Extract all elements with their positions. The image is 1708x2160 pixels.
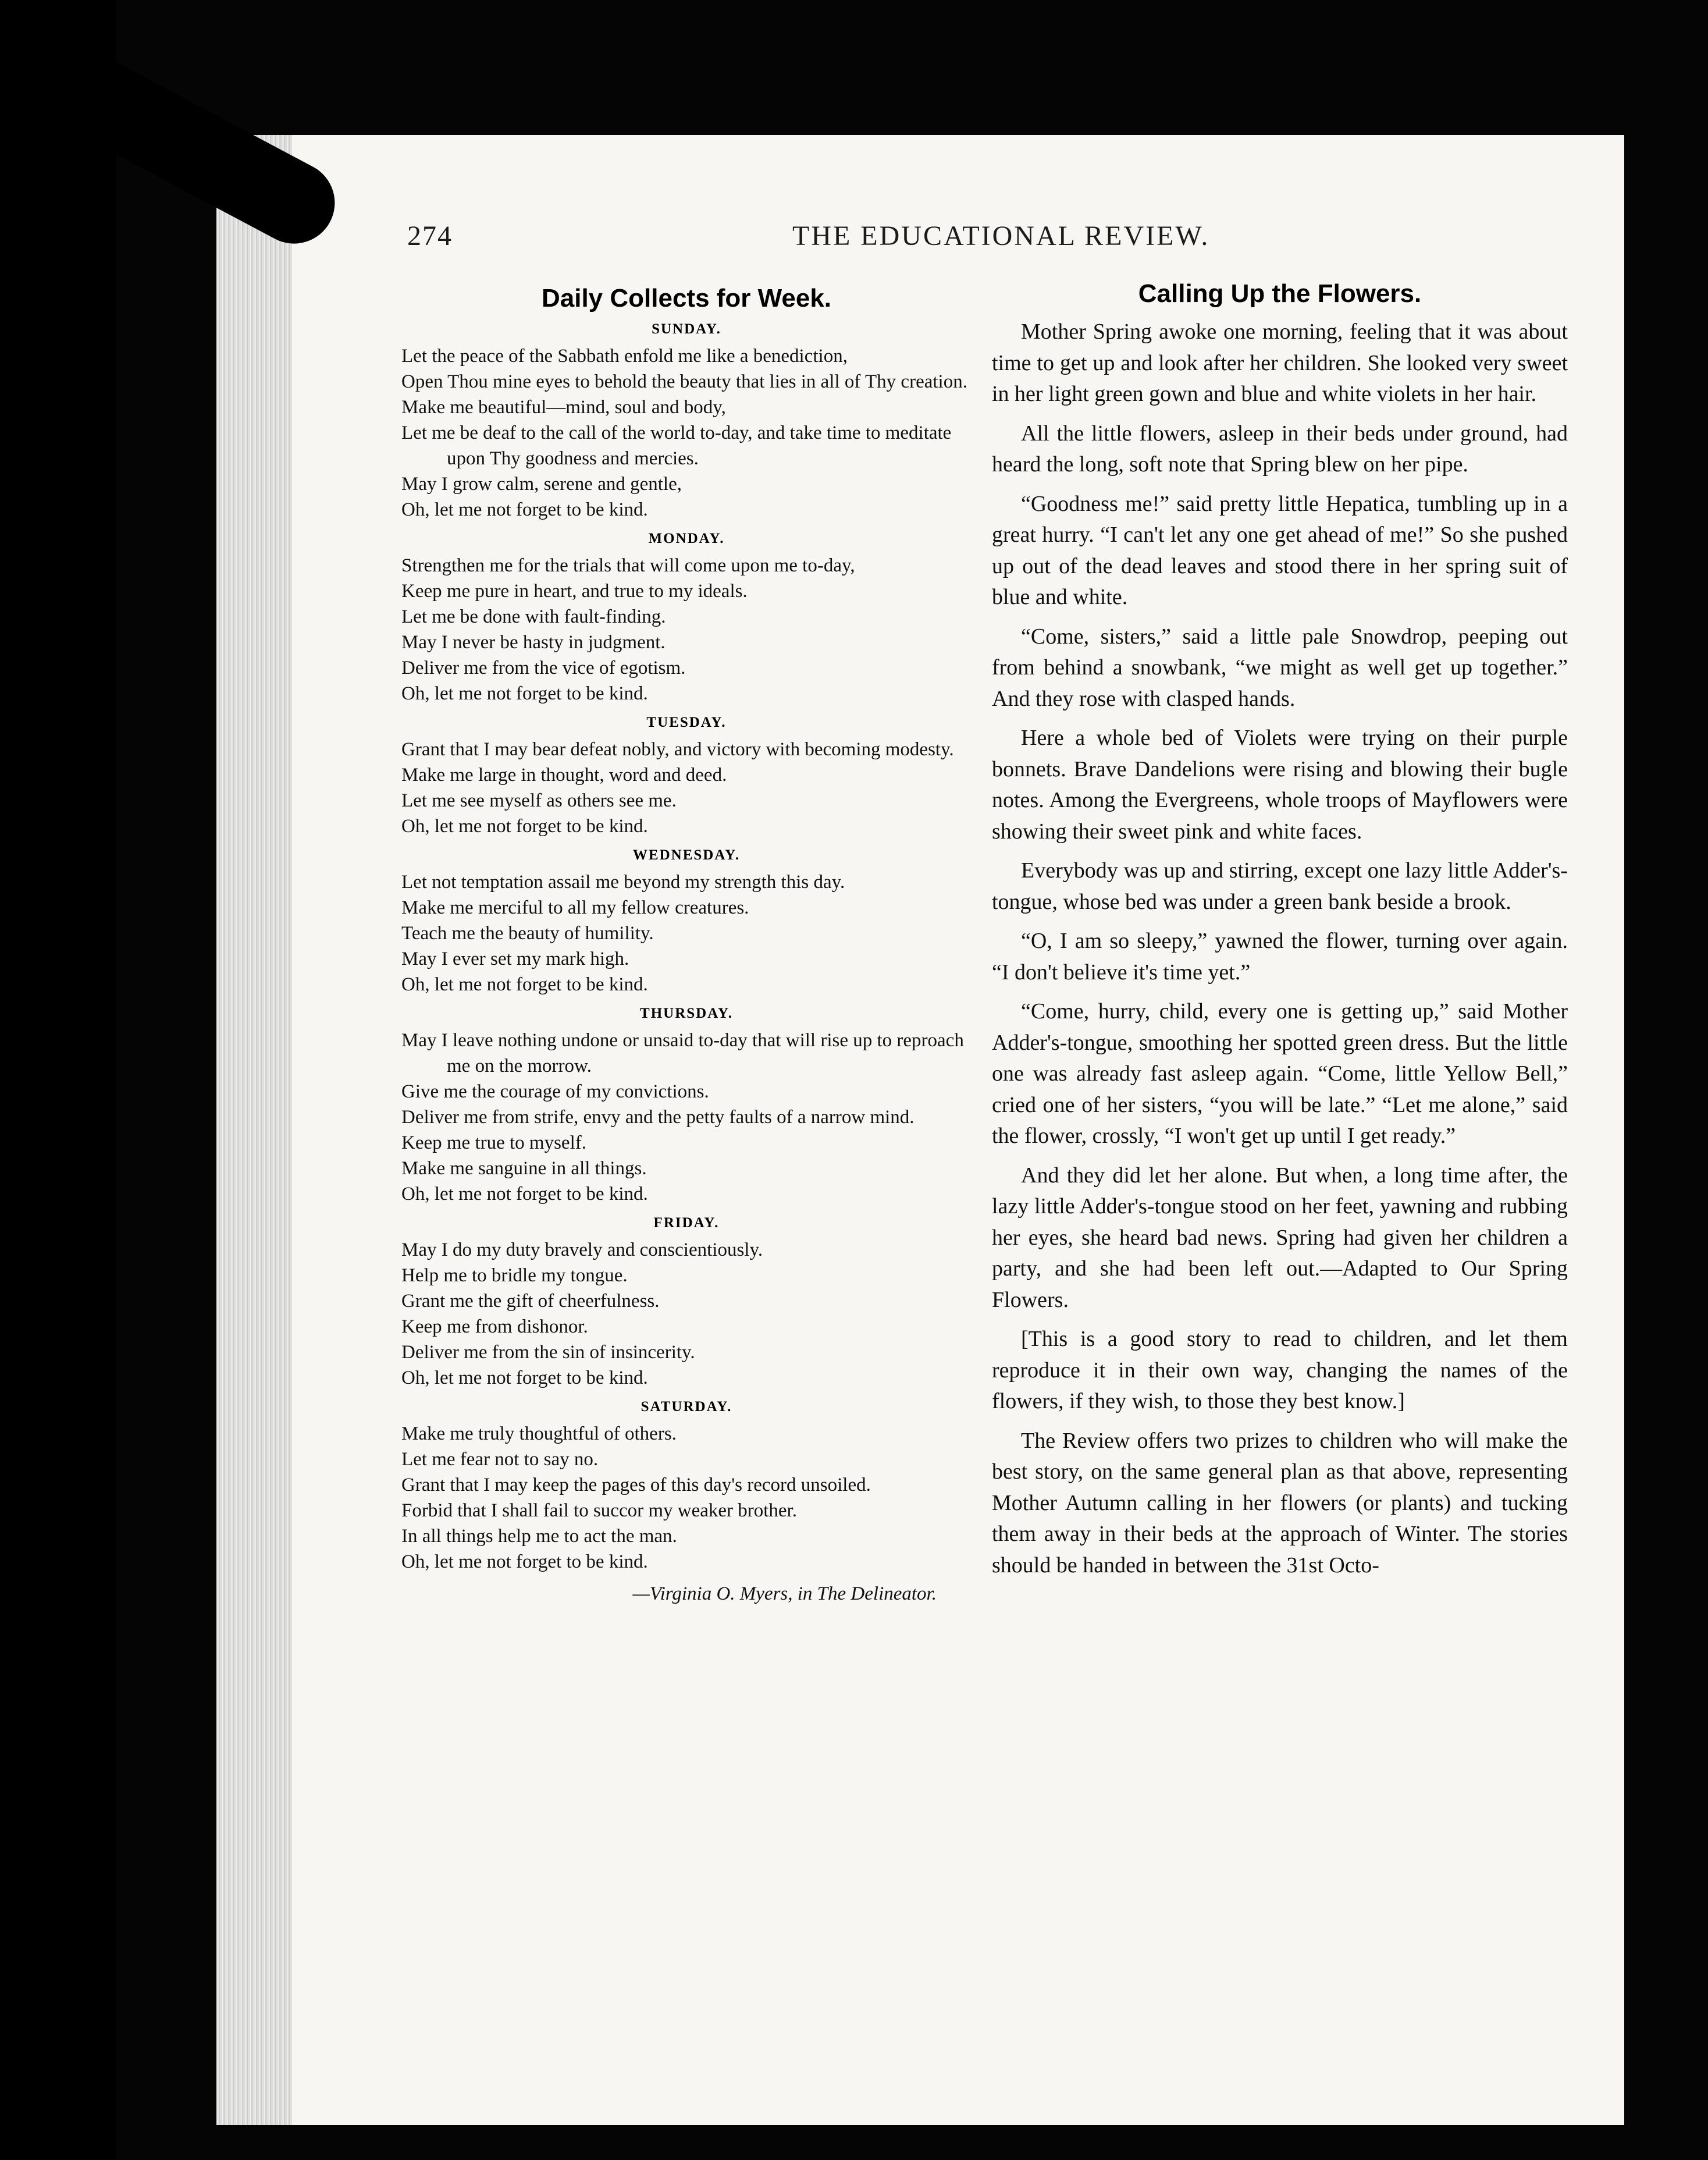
- collect-line: May I do my duty bravely and conscientiously.: [401, 1239, 763, 1260]
- collect-line: In all things help me to act the man.: [401, 1526, 677, 1547]
- day-section: [401, 531, 972, 706]
- collect-line: May I never be hasty in judgment.: [401, 632, 666, 653]
- collect-line: Grant that I may bear defeat nobly, and victory with becoming modesty.: [401, 739, 954, 760]
- collect-line: Let not temptation assail me beyond my strength this day.: [401, 872, 845, 893]
- collect-line: Grant me the gift of cheerfulness.: [401, 1291, 660, 1312]
- day-heading: THURSDAY.: [640, 1006, 733, 1021]
- collect-line: Make me sanguine in all things.: [401, 1158, 647, 1179]
- day-heading: SATURDAY.: [640, 1399, 732, 1415]
- journal-title: THE EDUCATIONAL REVIEW.: [792, 221, 1210, 251]
- collect-line: Make me merciful to all my fellow creatures.: [401, 897, 749, 918]
- day-section: [401, 1215, 972, 1391]
- collect-line: Let me fear not to say no.: [401, 1449, 599, 1470]
- collect-line: Keep me true to myself.: [401, 1132, 586, 1153]
- collect-line: May I ever set my mark high.: [401, 948, 629, 969]
- day-heading: FRIDAY.: [653, 1215, 720, 1231]
- collect-line: Deliver me from the vice of egotism.: [401, 658, 686, 678]
- story-paragraph: Everybody was up and stirring, except one lazy little Adder's-tongue, whose bed was under a green bank beside a brook.: [992, 858, 1568, 914]
- page-number: 274: [407, 221, 453, 251]
- scan-border: [0, 0, 116, 2160]
- day-section: [401, 1399, 972, 1575]
- collect-line: Forbid that I shall fail to succor my weaker brother.: [401, 1500, 797, 1521]
- story-paragraph: The Review offers two prizes to children who will make the best story, on the same general plan as that above, representing Mother Autumn calling in her flowers (or plants) and tucking them away in their beds at the approach of Winter. The stories should be handed in between the 31st Octo-: [992, 1428, 1568, 1578]
- collect-line: Make me truly thoughtful of others.: [401, 1423, 677, 1444]
- story-title: Calling Up the Flowers.: [1138, 279, 1422, 308]
- story-paragraph: “Come, sisters,” said a little pale Snowdrop, peeping out from behind a snowbank, “we might as well get up together.” And they rose with clasped hands.: [992, 624, 1568, 711]
- collect-line: Deliver me from strife, envy and the petty faults of a narrow mind.: [401, 1107, 915, 1128]
- collects-days: [401, 321, 972, 1575]
- left-column: [401, 284, 972, 1607]
- collect-line: Let me be deaf to the call of the world to-day, and take time to meditate upon Thy goodness and mercies.: [401, 422, 952, 469]
- collect-line: Oh, let me not forget to be kind.: [401, 683, 648, 704]
- collect-line: Teach me the beauty of humility.: [401, 923, 654, 944]
- right-column: [992, 279, 1568, 1589]
- collect-line: Grant that I may keep the pages of this day's record unsoiled.: [401, 1475, 871, 1495]
- collect-line: Oh, let me not forget to be kind.: [401, 1184, 648, 1205]
- collects-title: Daily Collects for Week.: [541, 284, 832, 312]
- collect-line: Oh, let me not forget to be kind.: [401, 1367, 648, 1388]
- story-paragraph: Mother Spring awoke one morning, feeling that it was about time to get up and look after her children. She looked very sweet in her light green gown and blue and white violets in her hair.: [992, 319, 1568, 406]
- day-heading: WEDNESDAY.: [632, 847, 741, 863]
- day-section: [401, 715, 972, 839]
- story-paragraph: [This is a good story to read to children, and let them reproduce it in their own way, changing the names of the flowers, if they wish, to those they best know.]: [992, 1327, 1568, 1413]
- page-edge: [216, 135, 292, 2125]
- story-paragraph: And they did let her alone. But when, a long time after, the lazy little Adder's-tongue stood on her feet, yawning and rubbing her eyes, she heard bad news. Spring had given her children a party, and she had been left out.—Adapted to Our Spring Flowers.: [992, 1163, 1568, 1312]
- collect-line: Strengthen me for the trials that will come upon me to-day,: [401, 555, 855, 576]
- story-body: [992, 317, 1568, 1581]
- collect-line: Oh, let me not forget to be kind.: [401, 1551, 648, 1572]
- day-section: [401, 1006, 972, 1207]
- collect-line: May I leave nothing undone or unsaid to-day that will rise up to reproach me on the morrow.: [401, 1030, 964, 1077]
- story-paragraph: “O, I am so sleepy,” yawned the flower, turning over again. “I don't believe it's time yet.”: [992, 929, 1568, 985]
- collect-line: Oh, let me not forget to be kind.: [401, 816, 648, 837]
- day-section: [401, 847, 972, 997]
- collects-attribution: —Virginia O. Myers, in The Delineator.: [632, 1583, 937, 1604]
- day-heading: SUNDAY.: [652, 321, 721, 337]
- story-paragraph: Here a whole bed of Violets were trying on their purple bonnets. Brave Dandelions were rising and blowing their bugle notes. Among the Evergreens, whole troops of Mayflowers were showing their sweet pink and white faces.: [992, 726, 1568, 844]
- story-paragraph: “Come, hurry, child, every one is getting up,” said Mother Adder's-tongue, smoothing her spotted green dress. But the little one was already fast asleep again. “Come, little Yellow Bell,” cried one of her sisters, “you will be late.” “Let me alone,” said the flower, crossly, “I won't get up until I get ready.”: [992, 999, 1568, 1148]
- collect-line: Oh, let me not forget to be kind.: [401, 499, 648, 520]
- collect-line: Keep me pure in heart, and true to my ideals.: [401, 581, 748, 602]
- collect-line: Open Thou mine eyes to behold the beauty that lies in all of Thy creation.: [401, 371, 967, 392]
- collect-line: Help me to bridle my tongue.: [401, 1265, 628, 1286]
- collect-line: Let me be done with fault-finding.: [401, 606, 666, 627]
- collect-line: Let me see myself as others see me.: [401, 790, 677, 811]
- collect-line: Oh, let me not forget to be kind.: [401, 974, 648, 995]
- collect-line: Make me beautiful—mind, soul and body,: [401, 397, 726, 418]
- story-paragraph: All the little flowers, asleep in their beds under ground, had heard the long, soft note that Spring blew on her pipe.: [992, 421, 1568, 477]
- day-heading: MONDAY.: [648, 531, 725, 546]
- collect-line: Give me the courage of my convictions.: [401, 1081, 709, 1102]
- day-heading: TUESDAY.: [646, 715, 727, 730]
- story-paragraph: “Goodness me!” said pretty little Hepatica, tumbling up in a great hurry. “I can't let any one get ahead of me!” So she pushed up out of the dead leaves and stood there in her spring suit of blue and white.: [992, 491, 1568, 609]
- collect-line: Keep me from dishonor.: [401, 1316, 588, 1337]
- day-section: [401, 321, 972, 523]
- collect-line: May I grow calm, serene and gentle,: [401, 474, 682, 495]
- collect-line: Deliver me from the sin of insincerity.: [401, 1342, 695, 1363]
- collect-line: Make me large in thought, word and deed.: [401, 765, 727, 786]
- collect-line: Let the peace of the Sabbath enfold me like a benediction,: [401, 346, 848, 367]
